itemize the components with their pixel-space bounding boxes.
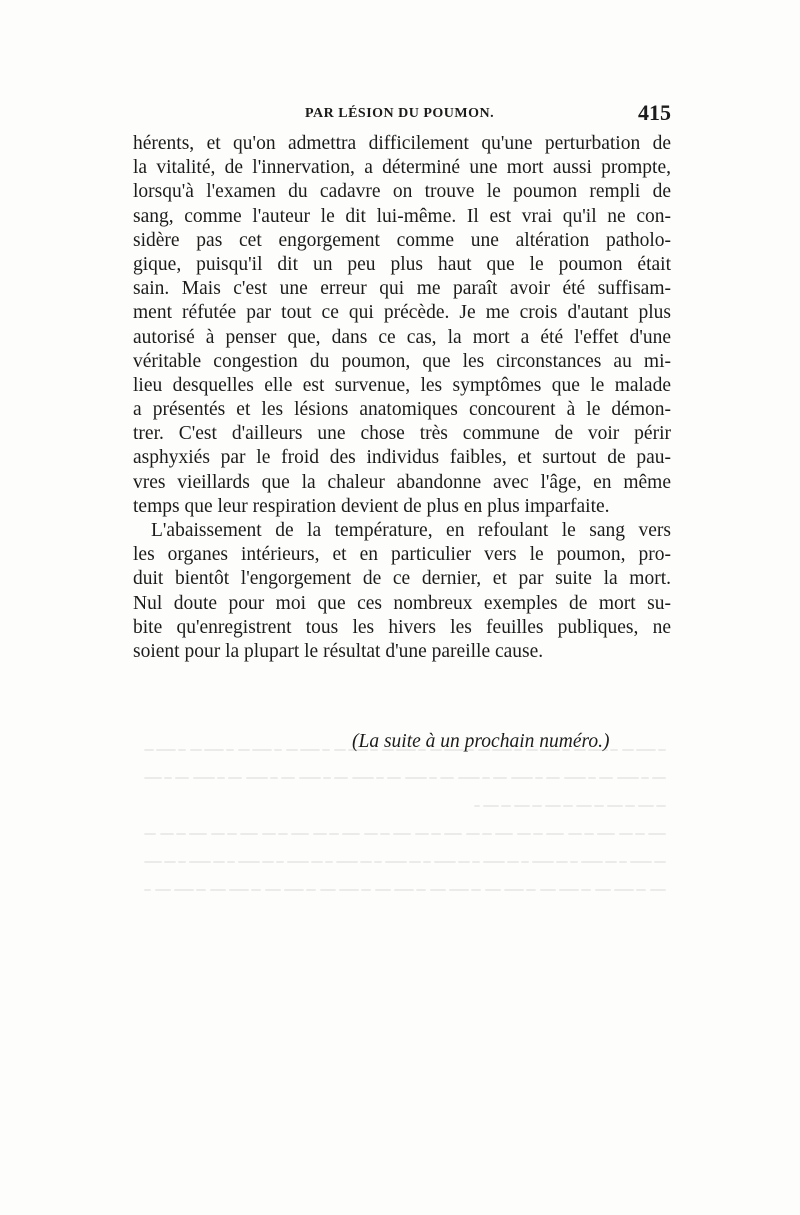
paragraph-2 bbox=[133, 519, 671, 664]
text-line: bite qu'enregistrent tous les hivers les feuilles publiques, ne bbox=[133, 616, 671, 638]
text-line: sain. Mais c'est une erreur qui me paraît avoir été suffisam- bbox=[133, 278, 671, 300]
paragraph-1 bbox=[133, 132, 671, 519]
text-line: asphyxiés par le froid des individus faibles, et surtout de pau- bbox=[133, 447, 671, 469]
text-line: lieu desquelles elle est survenue, les symptômes que le malade bbox=[133, 374, 671, 396]
show-through-texture bbox=[130, 740, 675, 900]
continuation-note: (La suite à un prochain numéro.) bbox=[352, 731, 610, 752]
text-line: autorisé à penser que, dans ce cas, la mort a été l'effet d'une bbox=[133, 326, 671, 348]
text-line: L'abaissement de la température, en refoulant le sang vers bbox=[151, 520, 671, 541]
text-line: les organes intérieurs, et en particulier vers le poumon, pro- bbox=[133, 544, 671, 566]
body-text bbox=[133, 132, 671, 664]
text-line: sang, comme l'auteur le dit lui-même. Il est vrai qu'il ne con- bbox=[133, 205, 671, 227]
running-title: PAR LÉSION DU POUMON. bbox=[305, 106, 495, 121]
text-line: véritable congestion du poumon, que les circonstances au mi- bbox=[133, 350, 671, 372]
page-number: 415 bbox=[638, 100, 671, 125]
text-line: a présentés et les lésions anatomiques concourent à le démon- bbox=[133, 399, 671, 421]
text-line: la vitalité, de l'innervation, a déterminé une mort aussi prompte, bbox=[133, 157, 671, 179]
text-line: ment réfutée par tout ce qui précède. Je me crois d'autant plus bbox=[133, 302, 671, 324]
text-line: gique, puisqu'il dit un peu plus haut que le poumon était bbox=[133, 253, 671, 275]
text-line: temps que leur respiration devient de plus en plus imparfaite. bbox=[133, 495, 610, 517]
running-header bbox=[133, 100, 671, 126]
text-line: lorsqu'à l'examen du cadavre on trouve le poumon rempli de bbox=[133, 181, 671, 203]
text-line: duit bientôt l'engorgement de ce dernier, et par suite la mort. bbox=[133, 568, 671, 590]
text-line: soient pour la plupart le résultat d'une pareille cause. bbox=[133, 640, 544, 662]
text-line: sidère pas cet engorgement comme une altération patholo- bbox=[133, 229, 671, 251]
text-line: hérents, et qu'on admettra difficilement qu'une perturbation de bbox=[133, 133, 671, 154]
text-line: Nul doute pour moi que ces nombreux exemples de mort su- bbox=[133, 592, 671, 614]
text-line: trer. C'est d'ailleurs une chose très commune de voir périr bbox=[133, 423, 671, 445]
text-line: vres vieillards que la chaleur abandonne avec l'âge, en même bbox=[133, 471, 671, 493]
